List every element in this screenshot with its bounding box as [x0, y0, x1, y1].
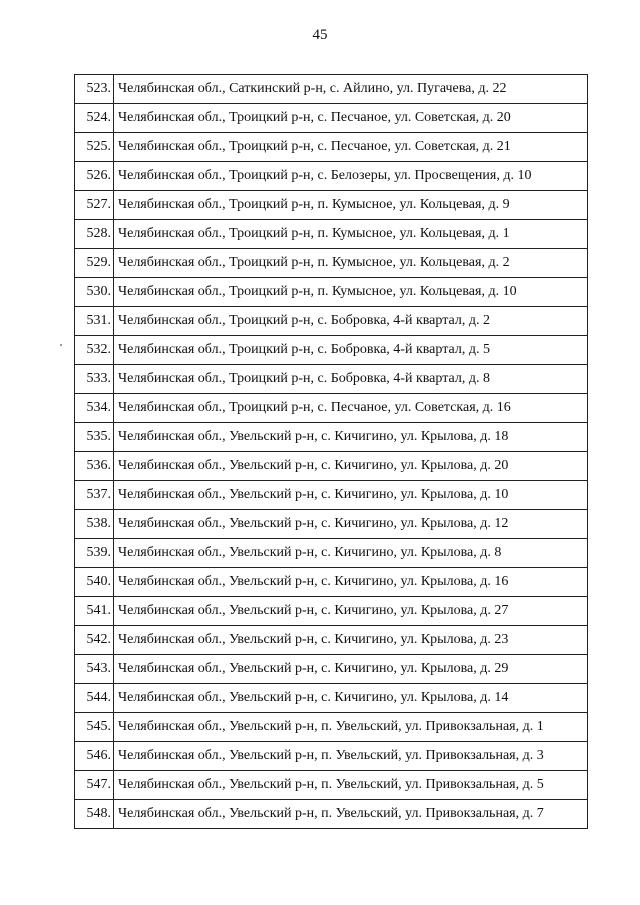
table-row — [75, 510, 588, 539]
row-number: 539. — [75, 539, 114, 568]
row-number: 536. — [75, 452, 114, 481]
table-row — [75, 307, 588, 336]
row-number: 535. — [75, 423, 114, 452]
table-row — [75, 713, 588, 742]
row-address: Челябинская обл., Увельский р-н, с. Кичигино, ул. Крылова, д. 14 — [114, 684, 588, 713]
table-row — [75, 771, 588, 800]
row-address: Челябинская обл., Увельский р-н, с. Кичигино, ул. Крылова, д. 27 — [114, 597, 588, 626]
table-row — [75, 655, 588, 684]
row-address: Челябинская обл., Увельский р-н, п. Увельский, ул. Привокзальная, д. 3 — [114, 742, 588, 771]
row-address: Челябинская обл., Троицкий р-н, с. Песчаное, ул. Советская, д. 20 — [114, 104, 588, 133]
row-address: Челябинская обл., Троицкий р-н, с. Бобровка, 4-й квартал, д. 2 — [114, 307, 588, 336]
row-number: 545. — [75, 713, 114, 742]
row-address: Челябинская обл., Увельский р-н, с. Кичигино, ул. Крылова, д. 18 — [114, 423, 588, 452]
row-address: Челябинская обл., Саткинский р-н, с. Айлино, ул. Пугачева, д. 22 — [114, 75, 588, 104]
row-address: Челябинская обл., Троицкий р-н, с. Бобровка, 4-й квартал, д. 5 — [114, 336, 588, 365]
row-number: 542. — [75, 626, 114, 655]
row-address: Челябинская обл., Троицкий р-н, п. Кумысное, ул. Кольцевая, д. 10 — [114, 278, 588, 307]
row-address: Челябинская обл., Увельский р-н, с. Кичигино, ул. Крылова, д. 12 — [114, 510, 588, 539]
table-row — [75, 800, 588, 829]
row-number: 525. — [75, 133, 114, 162]
table-row — [75, 249, 588, 278]
row-address: Челябинская обл., Троицкий р-н, с. Бобровка, 4-й квартал, д. 8 — [114, 365, 588, 394]
table-row — [75, 191, 588, 220]
row-number: 533. — [75, 365, 114, 394]
row-number: 524. — [75, 104, 114, 133]
margin-mark — [60, 344, 62, 346]
row-number: 529. — [75, 249, 114, 278]
row-number: 544. — [75, 684, 114, 713]
row-address: Челябинская обл., Троицкий р-н, с. Песчаное, ул. Советская, д. 16 — [114, 394, 588, 423]
row-number: 543. — [75, 655, 114, 684]
row-address: Челябинская обл., Троицкий р-н, с. Песчаное, ул. Советская, д. 21 — [114, 133, 588, 162]
page-number: 45 — [312, 27, 328, 43]
address-table — [74, 74, 588, 829]
row-address: Челябинская обл., Троицкий р-н, с. Белозеры, ул. Просвещения, д. 10 — [114, 162, 588, 191]
table-row — [75, 394, 588, 423]
table-row — [75, 423, 588, 452]
table-row — [75, 278, 588, 307]
table-row — [75, 220, 588, 249]
row-address: Челябинская обл., Троицкий р-н, п. Кумысное, ул. Кольцевая, д. 9 — [114, 191, 588, 220]
row-number: 528. — [75, 220, 114, 249]
table-row — [75, 742, 588, 771]
table-row — [75, 597, 588, 626]
row-address: Челябинская обл., Увельский р-н, с. Кичигино, ул. Крылова, д. 10 — [114, 481, 588, 510]
table-row — [75, 684, 588, 713]
row-address: Челябинская обл., Троицкий р-н, п. Кумысное, ул. Кольцевая, д. 1 — [114, 220, 588, 249]
row-address: Челябинская обл., Увельский р-н, п. Увельский, ул. Привокзальная, д. 7 — [114, 800, 588, 829]
row-number: 541. — [75, 597, 114, 626]
row-address: Челябинская обл., Увельский р-н, с. Кичигино, ул. Крылова, д. 20 — [114, 452, 588, 481]
table-row — [75, 336, 588, 365]
table-row — [75, 133, 588, 162]
row-number: 531. — [75, 307, 114, 336]
row-number: 526. — [75, 162, 114, 191]
row-address: Челябинская обл., Увельский р-н, с. Кичигино, ул. Крылова, д. 29 — [114, 655, 588, 684]
table-row — [75, 365, 588, 394]
row-number: 537. — [75, 481, 114, 510]
table-row — [75, 452, 588, 481]
table-row — [75, 75, 588, 104]
row-address: Челябинская обл., Увельский р-н, с. Кичигино, ул. Крылова, д. 8 — [114, 539, 588, 568]
row-number: 532. — [75, 336, 114, 365]
table-row — [75, 481, 588, 510]
row-number: 546. — [75, 742, 114, 771]
row-address: Челябинская обл., Увельский р-н, п. Увельский, ул. Привокзальная, д. 1 — [114, 713, 588, 742]
table-row — [75, 626, 588, 655]
row-number: 548. — [75, 800, 114, 829]
row-address: Челябинская обл., Троицкий р-н, п. Кумысное, ул. Кольцевая, д. 2 — [114, 249, 588, 278]
row-number: 523. — [75, 75, 114, 104]
table-row — [75, 162, 588, 191]
row-number: 530. — [75, 278, 114, 307]
row-number: 547. — [75, 771, 114, 800]
row-number: 538. — [75, 510, 114, 539]
row-address: Челябинская обл., Увельский р-н, п. Увельский, ул. Привокзальная, д. 5 — [114, 771, 588, 800]
table-row — [75, 568, 588, 597]
row-address: Челябинская обл., Увельский р-н, с. Кичигино, ул. Крылова, д. 23 — [114, 626, 588, 655]
row-number: 540. — [75, 568, 114, 597]
table-row — [75, 539, 588, 568]
row-number: 527. — [75, 191, 114, 220]
row-number: 534. — [75, 394, 114, 423]
row-address: Челябинская обл., Увельский р-н, с. Кичигино, ул. Крылова, д. 16 — [114, 568, 588, 597]
address-table-body — [75, 75, 588, 829]
table-row — [75, 104, 588, 133]
